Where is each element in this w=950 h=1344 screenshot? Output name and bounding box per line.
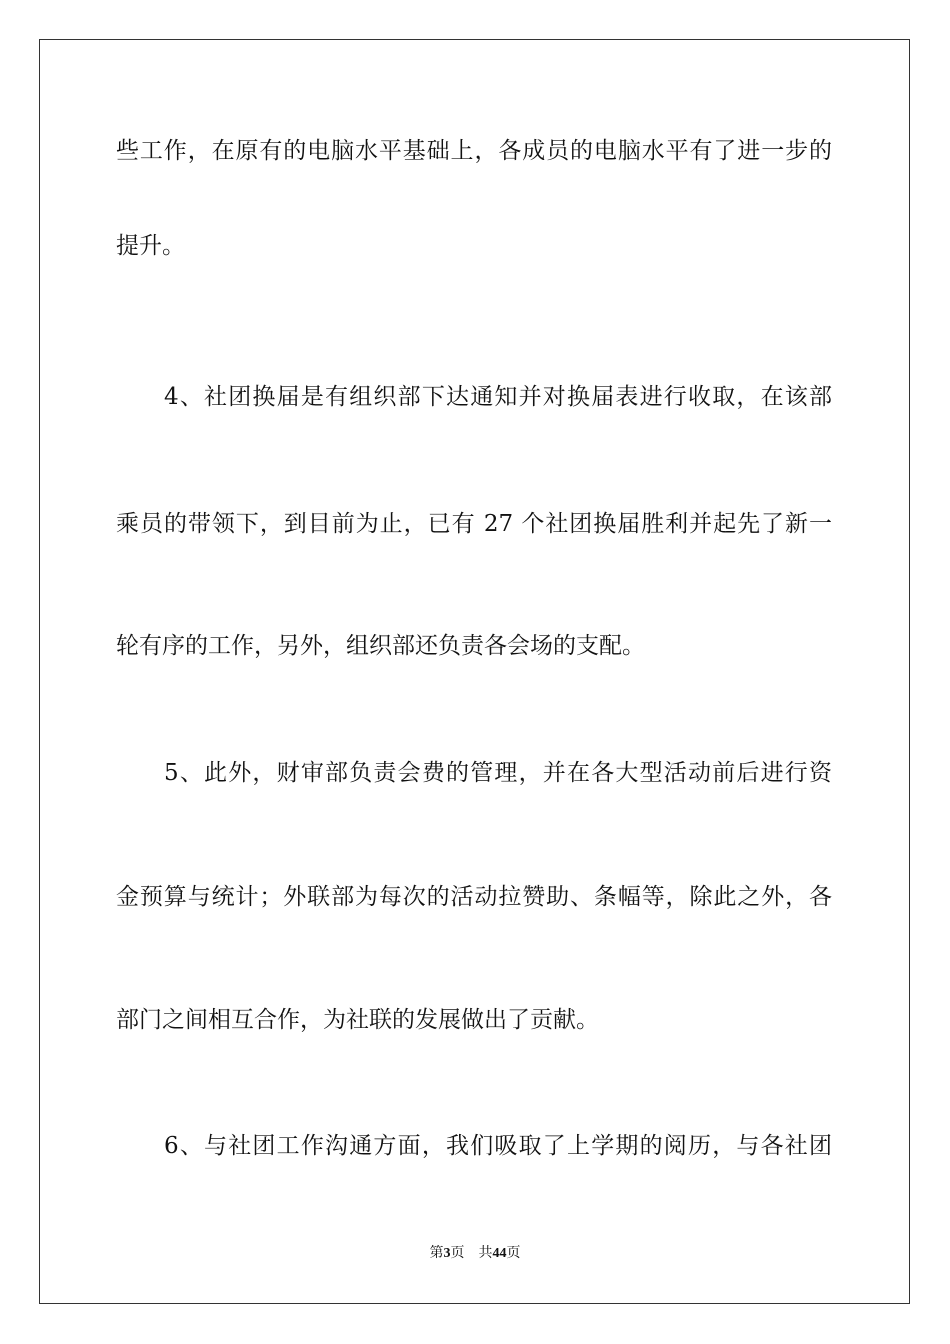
- paragraph-line-3: 4、社团换届是有组织部下达通知并对换届表进行收取，在该部: [164, 384, 832, 410]
- total-pages: 44: [492, 1246, 507, 1261]
- paragraph-line-9: 6、与社团工作沟通方面，我们吸取了上学期的阅历，与各社团: [164, 1133, 832, 1159]
- paragraph-line-5: 轮有序的工作，另外，组织部还负责各会场的支配。: [116, 633, 645, 659]
- paragraph-line-4: 乘员的带领下，到目前为止，已有 27 个社团换届胜利并起先了新一: [116, 511, 832, 537]
- paragraph-line-6: 5、此外，财审部负责会费的管理，并在各大型活动前后进行资: [164, 760, 832, 786]
- page-footer: [0, 1245, 950, 1263]
- paragraph-line-8: 部门之间相互合作，为社联的发展做出了贡献。: [116, 1007, 599, 1033]
- total-prefix: 共: [478, 1246, 493, 1261]
- total-suffix: 页: [506, 1246, 521, 1261]
- paragraph-line-2: 提升。: [116, 233, 185, 259]
- page-number: 3: [443, 1246, 451, 1261]
- page-border: [39, 39, 910, 1304]
- paragraph-line-1: 些工作，在原有的电脑水平基础上，各成员的电脑水平有了进一步的: [116, 138, 832, 164]
- page-suffix: 页: [450, 1246, 465, 1261]
- page-prefix: 第: [429, 1246, 444, 1261]
- paragraph-line-7: 金预算与统计；外联部为每次的活动拉赞助、条幅等，除此之外，各: [116, 884, 832, 910]
